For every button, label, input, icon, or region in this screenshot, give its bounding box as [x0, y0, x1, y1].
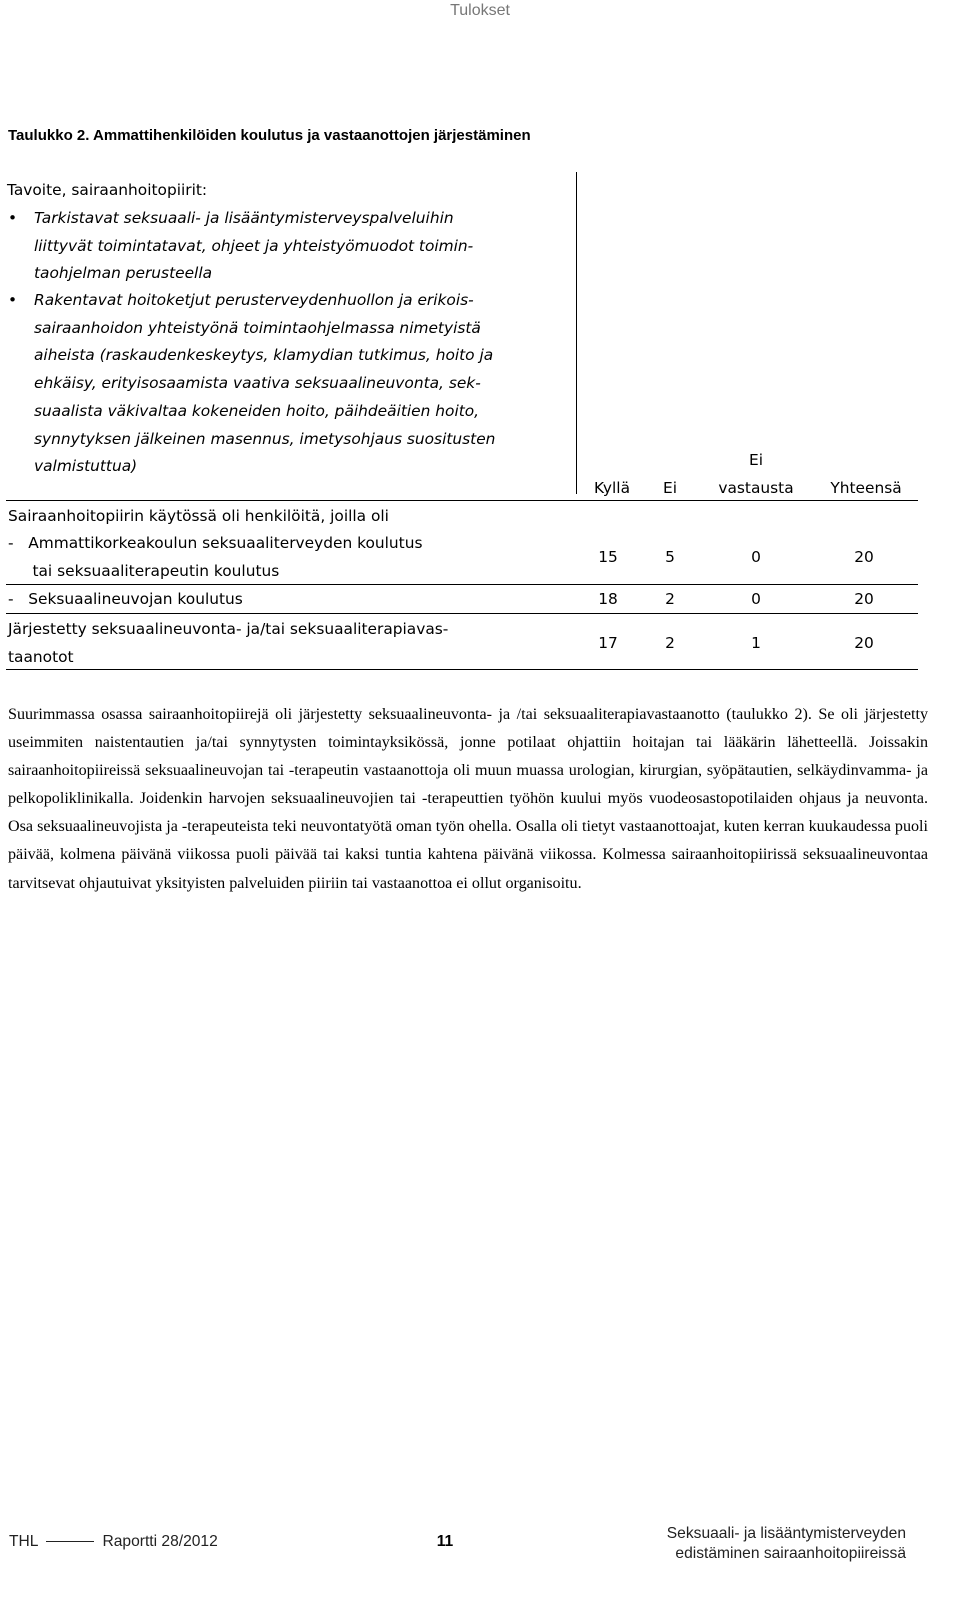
body-paragraph: Suurimmassa osassa sairaanhoitopiirejä oli järjestetty seksuaalineuvonta- ja /tai seksuaaliterapiavastaanotto (taulukko 2). Se oli järjestetty useimmiten naistentautien ja/tai synnytysten toimintayksikössä, jonne potilaat ohjattiin hoitajan tai lääkärin lähetteellä. Joissakin sairaanhoitopiireissä seksuaalineuvojan tai -terapeutin vastaanottoja oli muun muassa urologian, kirurgian, syöpätautien, selkäydinvamma- ja pelkopoliklinikalla. Joidenkin harvojen seksuaalineuvojien tai -terapeuttien työhön kuului myös vuodeosastopotilaiden ohjaus ja neuvonta. Osa seksuaalineuvojista ja -terapeuteista teki neuvontatyötä oman työn ohella. Osalla oli tietyt vastaanottoajat, kuten kerran kuukaudessa puoli päivää, kolmena päivänä viikossa puoli päivää tai kaksi tuntia kahtena päivänä viikossa. Kolmessa sairaanhoitopiirissä seksuaalineuvontaa tarvitsevat ohjautuivat yksityisten palveluiden piiriin tai vastaanottoa ei ollut organisoitu.	[8, 706, 928, 892]
col-header-total: Yhteensä	[830, 479, 902, 497]
goal-bullet-1-line: taohjelman perusteella	[34, 264, 213, 283]
goal-bullet-2-line: Rakentavat hoitoketjut perusterveydenhuollon ja erikois-	[34, 291, 474, 309]
row-1-label	[8, 529, 422, 585]
footer-report-number: Raportti 28/2012	[102, 1533, 218, 1550]
page-number: 11	[436, 1533, 454, 1550]
row-2-label: - Seksuaalineuvojan koulutus	[8, 590, 243, 608]
table-caption: Taulukko 2. Ammattihenkilöiden koulutus ja vastaanottojen järjestäminen	[8, 127, 531, 144]
goal-bullet-2-line: valmistuttua)	[34, 457, 138, 476]
footer-title-line: edistäminen sairaanhoitopiireissä	[675, 1545, 906, 1562]
row-1-label-line: tai seksuaaliterapeutin koulutus	[8, 562, 280, 580]
row-3-label-line: taanotot	[8, 648, 74, 666]
table-row-rule	[6, 613, 918, 614]
section-label: Sairaanhoitopiirin käytössä oli henkilöitä, joilla oli	[8, 507, 389, 525]
row-1-no: 5	[665, 548, 675, 566]
row-2-no-answer: 0	[751, 590, 761, 608]
row-3-label-line: Järjestetty seksuaalineuvonta- ja/tai seksuaaliterapiavas-	[8, 620, 449, 638]
footer-dash	[46, 1541, 94, 1542]
bullet-2-dot-icon: •	[8, 291, 18, 309]
col-header-no: Ei	[662, 479, 677, 497]
col-header-no-answer-line1: Ei	[748, 451, 763, 469]
row-1-no-answer: 0	[751, 548, 761, 566]
goal-bullet-1-line: liittyvät toimintatavat, ohjeet ja yhteistyömuodot toimin-	[34, 236, 474, 255]
row-3-label	[8, 615, 448, 671]
goal-bullet-2-line: synnytyksen jälkeinen masennus, imetysohjaus suositusten	[34, 429, 496, 448]
row-3-total: 20	[854, 634, 874, 652]
goal-title: Tavoite, sairaanhoitopiirit:	[7, 181, 208, 199]
row-3-yes: 17	[598, 634, 618, 652]
goal-bullet-2-line: aiheista (raskaudenkeskeytys, klamydian tutkimus, hoito ja	[34, 346, 494, 365]
row-1-yes: 15	[598, 548, 618, 566]
goal-bullet-2-line: ehkäisy, erityisosaamista vaativa seksuaalineuvonta, sek-	[34, 374, 481, 393]
footer-title-line: Seksuaali- ja lisääntymisterveyden	[666, 1525, 906, 1542]
row-2-no: 2	[665, 590, 675, 608]
bullet-1-dot-icon: •	[8, 209, 18, 227]
goal-bullet-1	[34, 205, 473, 288]
footer-title	[560, 1524, 906, 1564]
col-header-yes: Kyllä	[593, 479, 631, 497]
goal-bullet-2-line: sairaanhoidon yhteistyönä toimintaohjelmassa nimetyistä	[34, 318, 481, 337]
footer-report	[9, 1532, 218, 1552]
row-1-total: 20	[854, 548, 874, 566]
goal-bullet-2-line: suaalista väkivaltaa kokeneiden hoito, päihdeäitien hoito,	[34, 401, 480, 420]
running-header: Tulokset	[450, 2, 510, 19]
row-1-label-line: - Ammattikorkeakoulun seksuaaliterveyden koulutus	[8, 534, 423, 552]
row-3-no-answer: 1	[751, 634, 761, 652]
row-2-yes: 18	[598, 590, 618, 608]
goal-bullet-2	[34, 287, 495, 481]
footer-org: THL	[9, 1533, 39, 1550]
row-2-total: 20	[854, 590, 874, 608]
col-header-no-answer-line2: vastausta	[718, 479, 794, 497]
goal-bullet-1-line: Tarkistavat seksuaali- ja lisääntymisterveyspalveluihin	[34, 209, 454, 227]
table-vertical-rule	[576, 172, 577, 494]
row-3-no: 2	[665, 634, 675, 652]
